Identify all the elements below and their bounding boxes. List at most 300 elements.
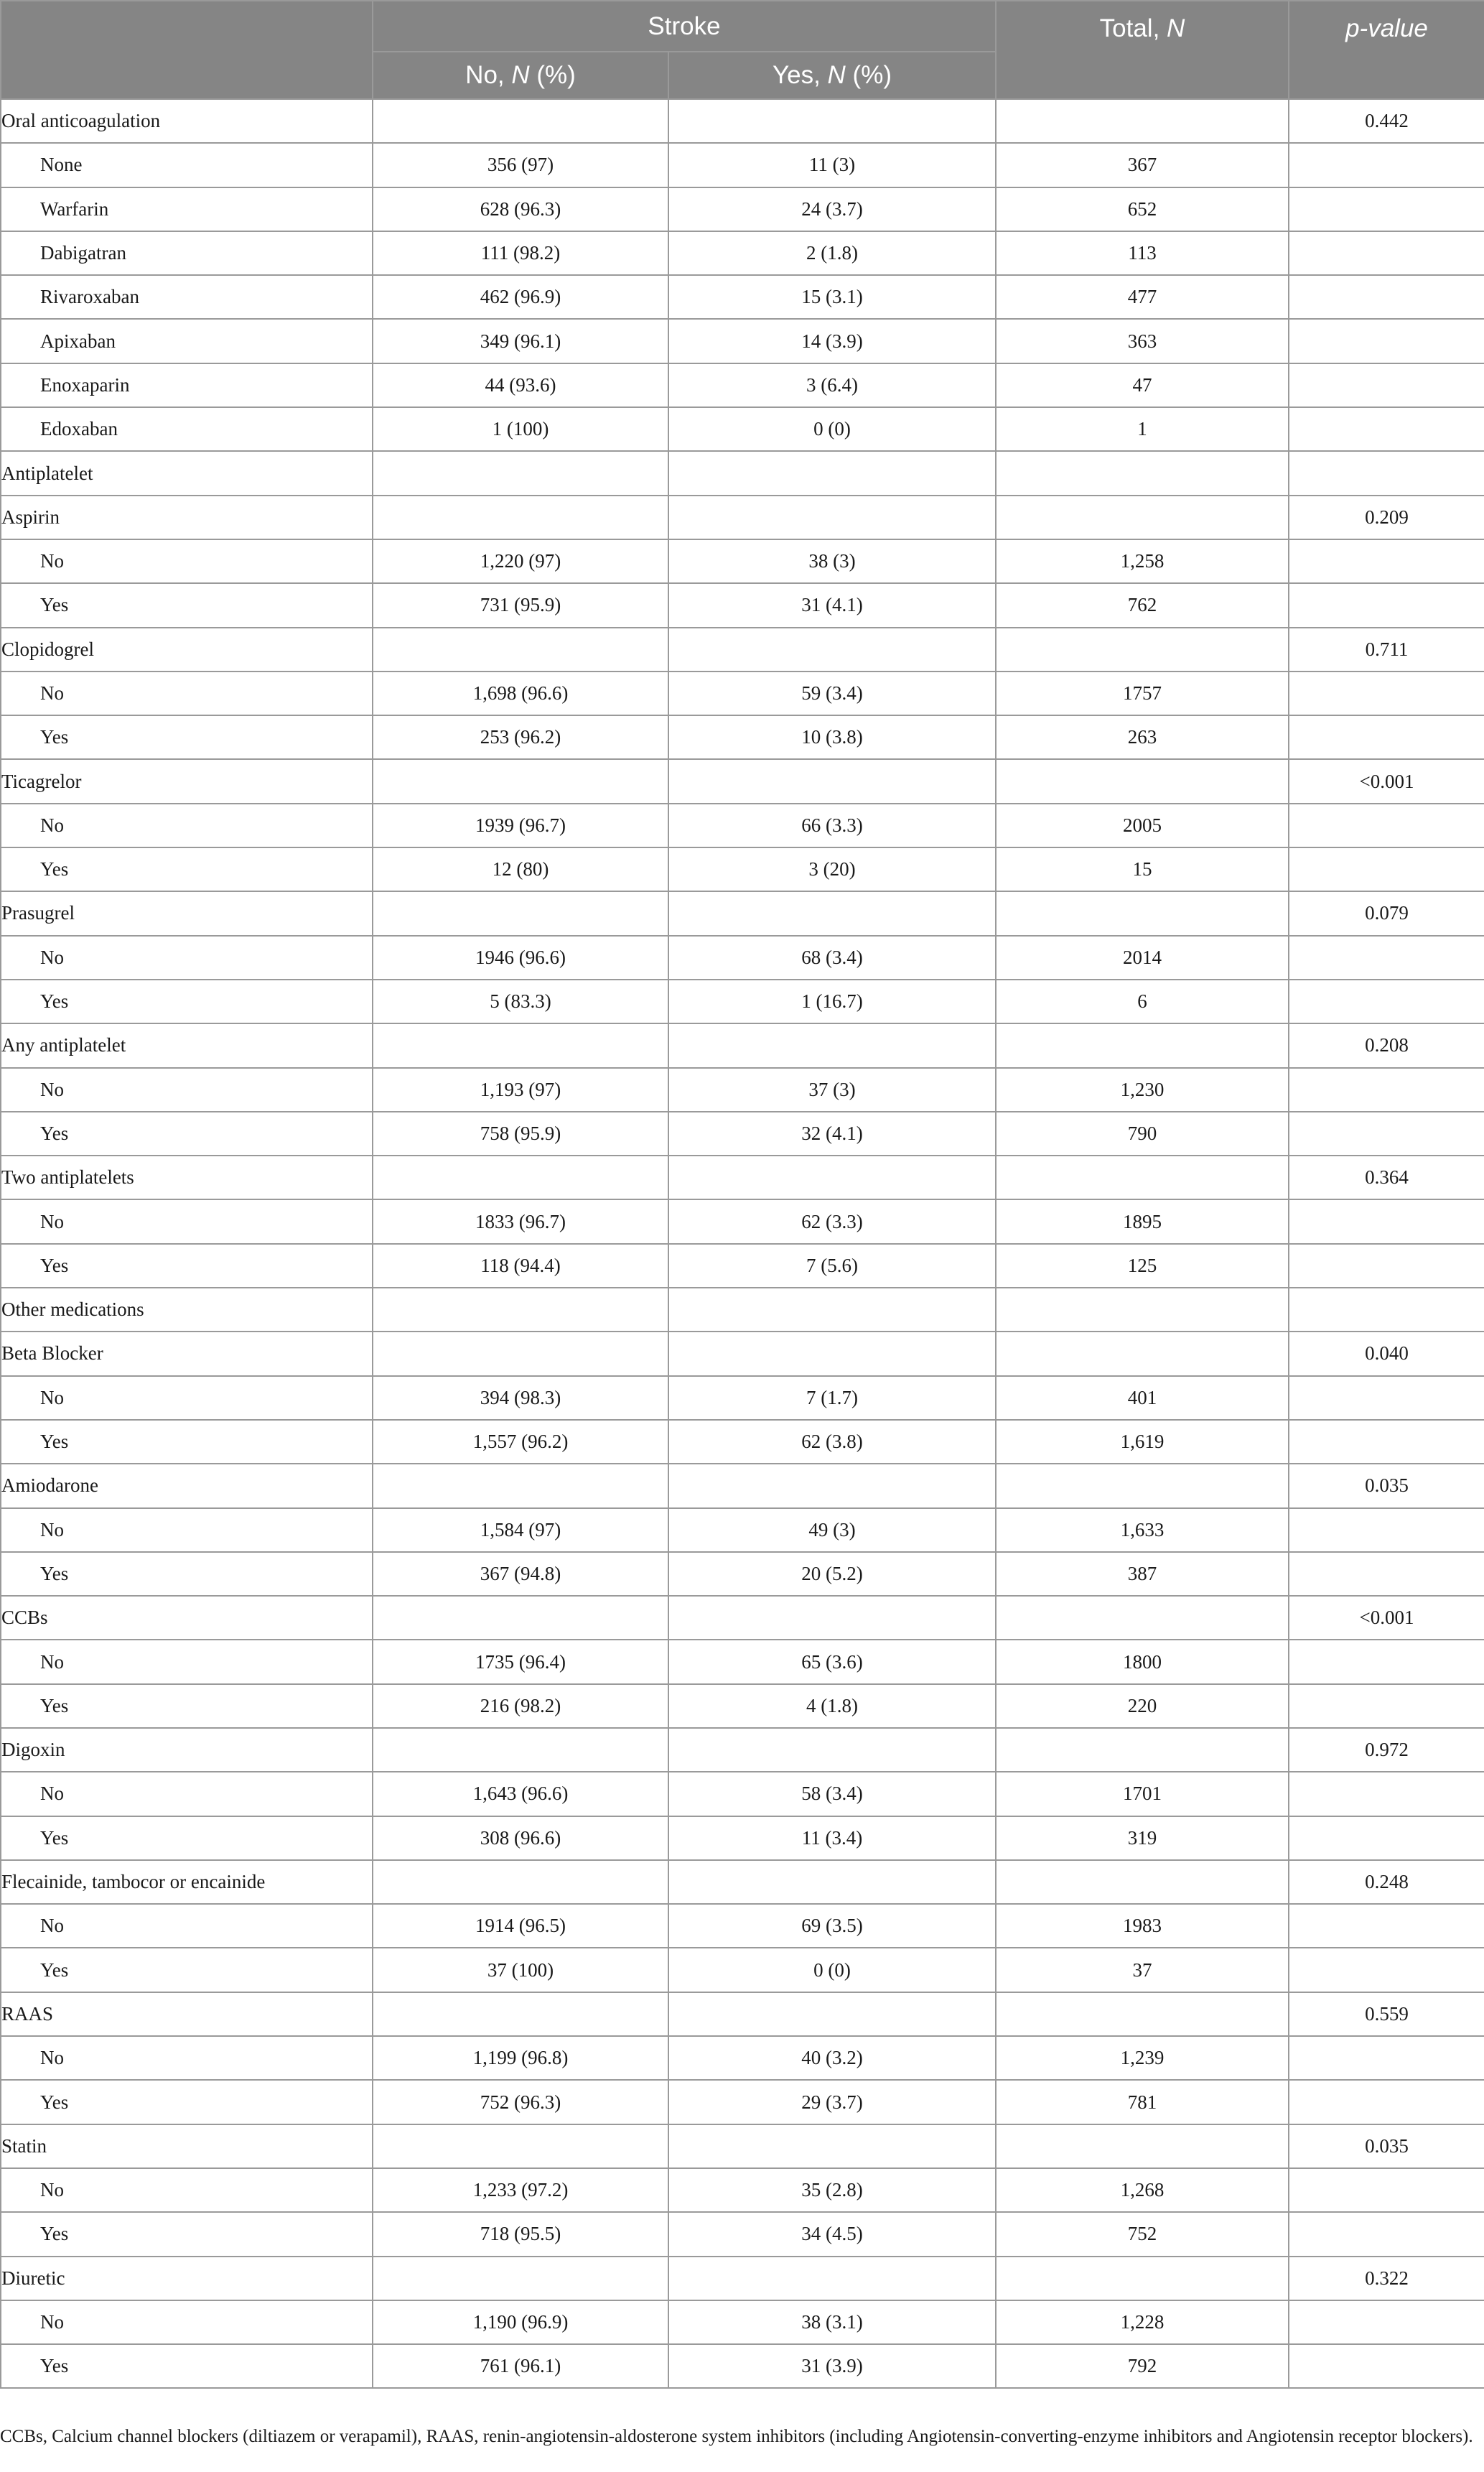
- subgroup-label: No: [1, 1640, 373, 1683]
- total-cell: 752: [996, 2212, 1289, 2256]
- variable-label: Amiodarone: [1, 1464, 373, 1507]
- table-row: [1, 539, 1484, 583]
- table-row: [1, 1112, 1484, 1156]
- header-stroke: Stroke: [373, 1, 996, 52]
- total-cell: 1983: [996, 1904, 1289, 1948]
- p-value-cell: [1289, 1420, 1484, 1464]
- table-row: [1, 2036, 1484, 2080]
- stroke-no-cell: [373, 1596, 668, 1640]
- p-value-cell: [1289, 1376, 1484, 1420]
- p-value-cell: [1289, 451, 1484, 495]
- subgroup-label: Yes: [1, 583, 373, 627]
- stroke-no-cell: 216 (98.2): [373, 1684, 668, 1728]
- stroke-no-cell: 5 (83.3): [373, 980, 668, 1023]
- stroke-yes-cell: 37 (3): [668, 1068, 996, 1112]
- stroke-yes-cell: 24 (3.7): [668, 187, 996, 231]
- stroke-yes-cell: [668, 891, 996, 935]
- total-cell: [996, 891, 1289, 935]
- stroke-yes-cell: [668, 1288, 996, 1332]
- total-cell: 6: [996, 980, 1289, 1023]
- total-cell: 263: [996, 715, 1289, 759]
- stroke-yes-cell: 62 (3.8): [668, 1420, 996, 1464]
- total-cell: 790: [996, 1112, 1289, 1156]
- stroke-no-cell: 628 (96.3): [373, 187, 668, 231]
- total-cell: [996, 1464, 1289, 1507]
- stroke-no-cell: [373, 1464, 668, 1507]
- table-row: [1, 1199, 1484, 1243]
- total-cell: [996, 496, 1289, 539]
- stroke-yes-cell: [668, 628, 996, 672]
- subgroup-label: Rivaroxaban: [1, 275, 373, 319]
- subgroup-label: No: [1, 936, 373, 980]
- stroke-yes-cell: 59 (3.4): [668, 672, 996, 715]
- subgroup-label: Yes: [1, 1816, 373, 1860]
- subgroup-label: Yes: [1, 1552, 373, 1596]
- stroke-no-cell: 1 (100): [373, 407, 668, 451]
- subgroup-label: No: [1, 1199, 373, 1243]
- table-row: [1, 2080, 1484, 2124]
- stroke-yes-cell: 68 (3.4): [668, 936, 996, 980]
- stroke-no-cell: [373, 759, 668, 803]
- header-no-n: N: [511, 61, 530, 89]
- p-value-cell: [1289, 1552, 1484, 1596]
- header-no-text: No,: [465, 61, 512, 89]
- subgroup-label: No: [1, 1904, 373, 1948]
- total-cell: 1757: [996, 672, 1289, 715]
- table-row: [1, 1992, 1484, 2036]
- p-value-cell: 0.972: [1289, 1728, 1484, 1772]
- table-row: [1, 1816, 1484, 1860]
- variable-label: Two antiplatelets: [1, 1156, 373, 1199]
- stroke-yes-cell: 1 (16.7): [668, 980, 996, 1023]
- total-cell: [996, 451, 1289, 495]
- stroke-yes-cell: 31 (4.1): [668, 583, 996, 627]
- table-row: [1, 715, 1484, 759]
- table-row: [1, 1376, 1484, 1420]
- total-cell: 1,268: [996, 2168, 1289, 2212]
- p-value-cell: [1289, 1772, 1484, 1816]
- subgroup-label: Yes: [1, 1420, 373, 1464]
- table-row: [1, 1860, 1484, 1904]
- total-cell: 1,228: [996, 2300, 1289, 2344]
- stroke-yes-cell: [668, 1728, 996, 1772]
- table-row: [1, 275, 1484, 319]
- stroke-no-cell: 349 (96.1): [373, 319, 668, 363]
- stroke-yes-cell: [668, 1860, 996, 1904]
- stroke-no-cell: [373, 99, 668, 143]
- total-cell: 1895: [996, 1199, 1289, 1243]
- variable-label: Digoxin: [1, 1728, 373, 1772]
- stroke-no-cell: [373, 2124, 668, 2168]
- subgroup-label: No: [1, 1508, 373, 1552]
- total-cell: 1,258: [996, 539, 1289, 583]
- subgroup-label: Edoxaban: [1, 407, 373, 451]
- total-cell: [996, 1596, 1289, 1640]
- table-row: [1, 2344, 1484, 2388]
- total-cell: 1,230: [996, 1068, 1289, 1112]
- subgroup-label: Yes: [1, 1948, 373, 1992]
- p-value-cell: 0.208: [1289, 1023, 1484, 1067]
- stroke-no-cell: 1,557 (96.2): [373, 1420, 668, 1464]
- total-cell: 477: [996, 275, 1289, 319]
- table-row: [1, 1244, 1484, 1288]
- stroke-yes-cell: 35 (2.8): [668, 2168, 996, 2212]
- stroke-yes-cell: 66 (3.3): [668, 804, 996, 847]
- stroke-no-cell: 394 (98.3): [373, 1376, 668, 1420]
- table-row: [1, 407, 1484, 451]
- total-cell: [996, 2124, 1289, 2168]
- total-cell: 387: [996, 1552, 1289, 1596]
- stroke-no-cell: 1914 (96.5): [373, 1904, 668, 1948]
- p-value-cell: [1289, 2344, 1484, 2388]
- total-cell: 319: [996, 1816, 1289, 1860]
- stroke-yes-cell: [668, 1023, 996, 1067]
- stroke-yes-cell: 40 (3.2): [668, 2036, 996, 2080]
- total-cell: 1,619: [996, 1420, 1289, 1464]
- stroke-no-cell: 44 (93.6): [373, 363, 668, 407]
- table-row: [1, 1904, 1484, 1948]
- table-row: [1, 319, 1484, 363]
- stroke-yes-cell: [668, 496, 996, 539]
- table-row: [1, 1288, 1484, 1332]
- variable-label: Diuretic: [1, 2257, 373, 2300]
- stroke-yes-cell: 62 (3.3): [668, 1199, 996, 1243]
- p-value-cell: [1289, 1816, 1484, 1860]
- p-value-cell: [1289, 2212, 1484, 2256]
- p-value-cell: [1289, 583, 1484, 627]
- stroke-no-cell: 1,643 (96.6): [373, 1772, 668, 1816]
- total-cell: [996, 99, 1289, 143]
- stroke-yes-cell: 38 (3): [668, 539, 996, 583]
- subgroup-label: No: [1, 1772, 373, 1816]
- stroke-yes-cell: [668, 1332, 996, 1375]
- stroke-yes-cell: 14 (3.9): [668, 319, 996, 363]
- table-row: [1, 2257, 1484, 2300]
- p-value-cell: [1289, 187, 1484, 231]
- p-value-cell: 0.559: [1289, 1992, 1484, 2036]
- stroke-yes-cell: [668, 451, 996, 495]
- p-value-cell: [1289, 804, 1484, 847]
- stroke-yes-cell: 32 (4.1): [668, 1112, 996, 1156]
- table-row: [1, 2212, 1484, 2256]
- total-cell: [996, 759, 1289, 803]
- table-row: [1, 1156, 1484, 1199]
- total-cell: 113: [996, 231, 1289, 275]
- stroke-yes-cell: 31 (3.9): [668, 2344, 996, 2388]
- stroke-no-cell: 356 (97): [373, 143, 668, 187]
- total-cell: 2005: [996, 804, 1289, 847]
- subgroup-label: Yes: [1, 2344, 373, 2388]
- stroke-no-cell: 308 (96.6): [373, 1816, 668, 1860]
- subgroup-label: Yes: [1, 847, 373, 891]
- p-value-cell: [1289, 2300, 1484, 2344]
- table-row: [1, 1772, 1484, 1816]
- total-cell: 401: [996, 1376, 1289, 1420]
- stroke-yes-cell: 11 (3.4): [668, 1816, 996, 1860]
- stroke-no-cell: [373, 1023, 668, 1067]
- stroke-no-cell: 118 (94.4): [373, 1244, 668, 1288]
- stroke-no-cell: 1946 (96.6): [373, 936, 668, 980]
- subgroup-label: Enoxaparin: [1, 363, 373, 407]
- total-cell: 762: [996, 583, 1289, 627]
- total-cell: 652: [996, 187, 1289, 231]
- p-value-cell: [1289, 143, 1484, 187]
- table-row: [1, 451, 1484, 495]
- stroke-yes-cell: 34 (4.5): [668, 2212, 996, 2256]
- stroke-yes-cell: 7 (1.7): [668, 1376, 996, 1420]
- subgroup-label: Yes: [1, 715, 373, 759]
- stroke-no-cell: [373, 1860, 668, 1904]
- stroke-yes-cell: 2 (1.8): [668, 231, 996, 275]
- table-row: [1, 1464, 1484, 1507]
- header-total: [996, 1, 1289, 99]
- stroke-no-cell: 718 (95.5): [373, 2212, 668, 2256]
- stroke-yes-cell: 69 (3.5): [668, 1904, 996, 1948]
- subgroup-label: Apixaban: [1, 319, 373, 363]
- p-value-cell: 0.040: [1289, 1332, 1484, 1375]
- stroke-no-cell: [373, 1992, 668, 2036]
- subgroup-label: Yes: [1, 1244, 373, 1288]
- header-pvalue-text: p-value: [1345, 14, 1428, 42]
- p-value-cell: [1289, 1948, 1484, 1992]
- stroke-no-cell: [373, 496, 668, 539]
- table-row: [1, 2300, 1484, 2344]
- subgroup-label: Yes: [1, 1112, 373, 1156]
- table-row: [1, 363, 1484, 407]
- table-row: [1, 2124, 1484, 2168]
- table-row: [1, 1596, 1484, 1640]
- total-cell: 47: [996, 363, 1289, 407]
- stroke-yes-cell: 49 (3): [668, 1508, 996, 1552]
- stroke-yes-cell: 7 (5.6): [668, 1244, 996, 1288]
- stroke-no-cell: 1833 (96.7): [373, 1199, 668, 1243]
- stroke-no-cell: 752 (96.3): [373, 2080, 668, 2124]
- total-cell: 363: [996, 319, 1289, 363]
- subgroup-label: No: [1, 1068, 373, 1112]
- stroke-yes-cell: 10 (3.8): [668, 715, 996, 759]
- table-row: [1, 1420, 1484, 1464]
- p-value-cell: [1289, 539, 1484, 583]
- p-value-cell: 0.248: [1289, 1860, 1484, 1904]
- total-cell: 1701: [996, 1772, 1289, 1816]
- stroke-no-cell: 1,193 (97): [373, 1068, 668, 1112]
- total-cell: [996, 1728, 1289, 1772]
- stroke-yes-cell: [668, 99, 996, 143]
- subgroup-label: Yes: [1, 2080, 373, 2124]
- stroke-no-cell: 761 (96.1): [373, 2344, 668, 2388]
- table-row: [1, 143, 1484, 187]
- p-value-cell: [1289, 715, 1484, 759]
- total-cell: [996, 2257, 1289, 2300]
- subgroup-label: No: [1, 672, 373, 715]
- p-value-cell: [1289, 1112, 1484, 1156]
- table-footnote: CCBs, Calcium channel blockers (diltiazem or verapamil), RAAS, renin-angiotensin-aldosterone system inhibitors (including Angiotensin-converting-enzyme inhibitors and Angiotensin receptor blockers).: [0, 2427, 1473, 2446]
- p-value-cell: [1289, 2036, 1484, 2080]
- stroke-yes-cell: 4 (1.8): [668, 1684, 996, 1728]
- table-row: [1, 980, 1484, 1023]
- variable-label: Oral anticoagulation: [1, 99, 373, 143]
- p-value-cell: <0.001: [1289, 759, 1484, 803]
- stroke-yes-cell: 3 (20): [668, 847, 996, 891]
- header-stroke-yes: [668, 52, 996, 99]
- stroke-yes-cell: 29 (3.7): [668, 2080, 996, 2124]
- subgroup-label: No: [1, 804, 373, 847]
- table-row: [1, 1068, 1484, 1112]
- table-row: [1, 1332, 1484, 1375]
- stroke-no-cell: 462 (96.9): [373, 275, 668, 319]
- stroke-no-cell: [373, 1728, 668, 1772]
- subgroup-label: No: [1, 2300, 373, 2344]
- p-value-cell: [1289, 275, 1484, 319]
- stroke-no-cell: 1735 (96.4): [373, 1640, 668, 1683]
- stroke-no-cell: 37 (100): [373, 1948, 668, 1992]
- stroke-no-cell: [373, 451, 668, 495]
- stroke-yes-cell: [668, 1156, 996, 1199]
- p-value-cell: [1289, 2080, 1484, 2124]
- total-cell: [996, 628, 1289, 672]
- total-cell: 2014: [996, 936, 1289, 980]
- stroke-yes-cell: [668, 2257, 996, 2300]
- p-value-cell: 0.364: [1289, 1156, 1484, 1199]
- table-row: [1, 672, 1484, 715]
- stroke-yes-cell: 0 (0): [668, 1948, 996, 1992]
- variable-label: Clopidogrel: [1, 628, 373, 672]
- stroke-yes-cell: 65 (3.6): [668, 1640, 996, 1683]
- variable-label: RAAS: [1, 1992, 373, 2036]
- total-cell: [996, 1332, 1289, 1375]
- table-row: [1, 583, 1484, 627]
- total-cell: 1,633: [996, 1508, 1289, 1552]
- total-cell: [996, 1860, 1289, 1904]
- subgroup-label: Yes: [1, 980, 373, 1023]
- variable-label: Ticagrelor: [1, 759, 373, 803]
- header-yes-n: N: [827, 61, 846, 89]
- table-row: [1, 847, 1484, 891]
- stroke-yes-cell: 20 (5.2): [668, 1552, 996, 1596]
- stroke-yes-cell: [668, 1464, 996, 1507]
- stroke-no-cell: 1,199 (96.8): [373, 2036, 668, 2080]
- variable-label: Statin: [1, 2124, 373, 2168]
- stroke-no-cell: [373, 1332, 668, 1375]
- stroke-yes-cell: 0 (0): [668, 407, 996, 451]
- variable-label: Antiplatelet: [1, 451, 373, 495]
- total-cell: 1800: [996, 1640, 1289, 1683]
- p-value-cell: 0.035: [1289, 1464, 1484, 1507]
- p-value-cell: [1289, 1199, 1484, 1243]
- p-value-cell: [1289, 980, 1484, 1023]
- p-value-cell: [1289, 319, 1484, 363]
- variable-label: Any antiplatelet: [1, 1023, 373, 1067]
- total-cell: [996, 1288, 1289, 1332]
- header-total-n: N: [1167, 14, 1185, 42]
- table-row: [1, 628, 1484, 672]
- variable-label: Other medications: [1, 1288, 373, 1332]
- stroke-yes-cell: 58 (3.4): [668, 1772, 996, 1816]
- stroke-no-cell: 1,584 (97): [373, 1508, 668, 1552]
- p-value-cell: [1289, 1904, 1484, 1948]
- stroke-yes-cell: [668, 2124, 996, 2168]
- header-no-pct: (%): [529, 61, 576, 89]
- p-value-cell: 0.079: [1289, 891, 1484, 935]
- table-row: [1, 2168, 1484, 2212]
- total-cell: [996, 1023, 1289, 1067]
- stroke-no-cell: [373, 2257, 668, 2300]
- stroke-no-cell: [373, 891, 668, 935]
- p-value-cell: [1289, 1508, 1484, 1552]
- p-value-cell: <0.001: [1289, 1596, 1484, 1640]
- stroke-no-cell: 253 (96.2): [373, 715, 668, 759]
- stroke-no-cell: 1,233 (97.2): [373, 2168, 668, 2212]
- header-stroke-no: [373, 52, 668, 99]
- table-row: [1, 99, 1484, 143]
- p-value-cell: [1289, 936, 1484, 980]
- variable-label: Flecainide, tambocor or encainide: [1, 1860, 373, 1904]
- table-body: [1, 99, 1484, 2388]
- subgroup-label: Yes: [1, 2212, 373, 2256]
- stroke-no-cell: 1,190 (96.9): [373, 2300, 668, 2344]
- table-row: [1, 891, 1484, 935]
- stroke-no-cell: 731 (95.9): [373, 583, 668, 627]
- variable-label: Aspirin: [1, 496, 373, 539]
- subgroup-label: No: [1, 1376, 373, 1420]
- table-row: [1, 1508, 1484, 1552]
- p-value-cell: [1289, 363, 1484, 407]
- table-row: [1, 187, 1484, 231]
- stroke-yes-cell: [668, 1596, 996, 1640]
- p-value-cell: [1289, 1640, 1484, 1683]
- stroke-no-cell: 758 (95.9): [373, 1112, 668, 1156]
- header-yes-pct: (%): [845, 61, 892, 89]
- p-value-cell: 0.442: [1289, 99, 1484, 143]
- stroke-yes-cell: 15 (3.1): [668, 275, 996, 319]
- header-yes-text: Yes,: [773, 61, 828, 89]
- table-row: [1, 1728, 1484, 1772]
- table-row: [1, 496, 1484, 539]
- variable-label: Beta Blocker: [1, 1332, 373, 1375]
- table-row: [1, 1684, 1484, 1728]
- table-row: [1, 1948, 1484, 1992]
- stroke-yes-cell: 3 (6.4): [668, 363, 996, 407]
- stroke-yes-cell: 11 (3): [668, 143, 996, 187]
- subgroup-label: Warfarin: [1, 187, 373, 231]
- variable-label: Prasugrel: [1, 891, 373, 935]
- table-row: [1, 231, 1484, 275]
- table-row: [1, 936, 1484, 980]
- stroke-no-cell: 1,220 (97): [373, 539, 668, 583]
- header-pvalue: [1289, 1, 1484, 99]
- total-cell: 15: [996, 847, 1289, 891]
- subgroup-label: No: [1, 2036, 373, 2080]
- p-value-cell: 0.035: [1289, 2124, 1484, 2168]
- stroke-yes-cell: 38 (3.1): [668, 2300, 996, 2344]
- stroke-yes-cell: [668, 759, 996, 803]
- subgroup-label: Dabigatran: [1, 231, 373, 275]
- subgroup-label: No: [1, 539, 373, 583]
- p-value-cell: [1289, 1068, 1484, 1112]
- p-value-cell: [1289, 847, 1484, 891]
- stroke-yes-cell: [668, 1992, 996, 2036]
- total-cell: [996, 1156, 1289, 1199]
- table-header: [1, 1, 1484, 99]
- p-value-cell: 0.711: [1289, 628, 1484, 672]
- total-cell: [996, 1992, 1289, 2036]
- subgroup-label: None: [1, 143, 373, 187]
- total-cell: 37: [996, 1948, 1289, 1992]
- total-cell: 1: [996, 407, 1289, 451]
- total-cell: 1,239: [996, 2036, 1289, 2080]
- p-value-cell: [1289, 2168, 1484, 2212]
- total-cell: 125: [996, 1244, 1289, 1288]
